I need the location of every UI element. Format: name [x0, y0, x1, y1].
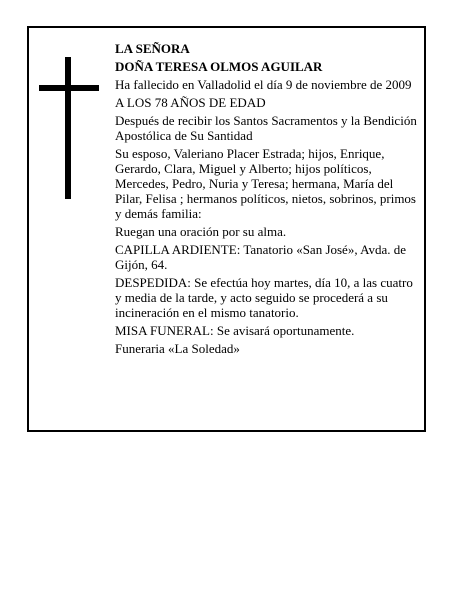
chapel-info: CAPILLA ARDIENTE: Tanatorio «San José», Avda. de Gijón, 64. [115, 242, 407, 272]
funeral-mass-info: MISA FUNERAL: Se avisará oportunamente. [115, 323, 355, 338]
cross-vertical-bar [65, 57, 71, 199]
notice-text [115, 41, 421, 359]
deceased-name: DOÑA TERESA OLMOS AGUILAR [115, 59, 323, 74]
cross-horizontal-bar [39, 85, 99, 91]
obituary-notice [27, 26, 426, 432]
age-line: A LOS 78 AÑOS DE EDAD [115, 95, 266, 110]
notice-title: LA SEÑORA [115, 41, 190, 56]
farewell-info: DESPEDIDA: Se efectúa hoy martes, día 10, a las cuatro y media de la tarde, y acto seguido se procederá a su incineración en el mismo tanatorio. [115, 275, 413, 320]
death-statement: Ha fallecido en Valladolid el día 9 de noviembre de 2009 [115, 77, 412, 92]
funeral-home: Funeraria «La Soledad» [115, 341, 240, 356]
prayer-request: Ruegan una oración por su alma. [115, 224, 287, 239]
family-list: Su esposo, Valeriano Placer Estrada; hijos, Enrique, Gerardo, Clara, Miguel y Alberto; hijos políticos, Mercedes, Pedro, Nuria y Teresa; hermana, María del Pilar, Felisa ; hermanos políticos, nietos, sobrinos, primos y demás familia: [115, 146, 416, 221]
latin-cross-icon [39, 57, 99, 199]
sacraments-line: Después de recibir los Santos Sacramentos y la Bendición Apostólica de Su Santidad [115, 113, 417, 143]
